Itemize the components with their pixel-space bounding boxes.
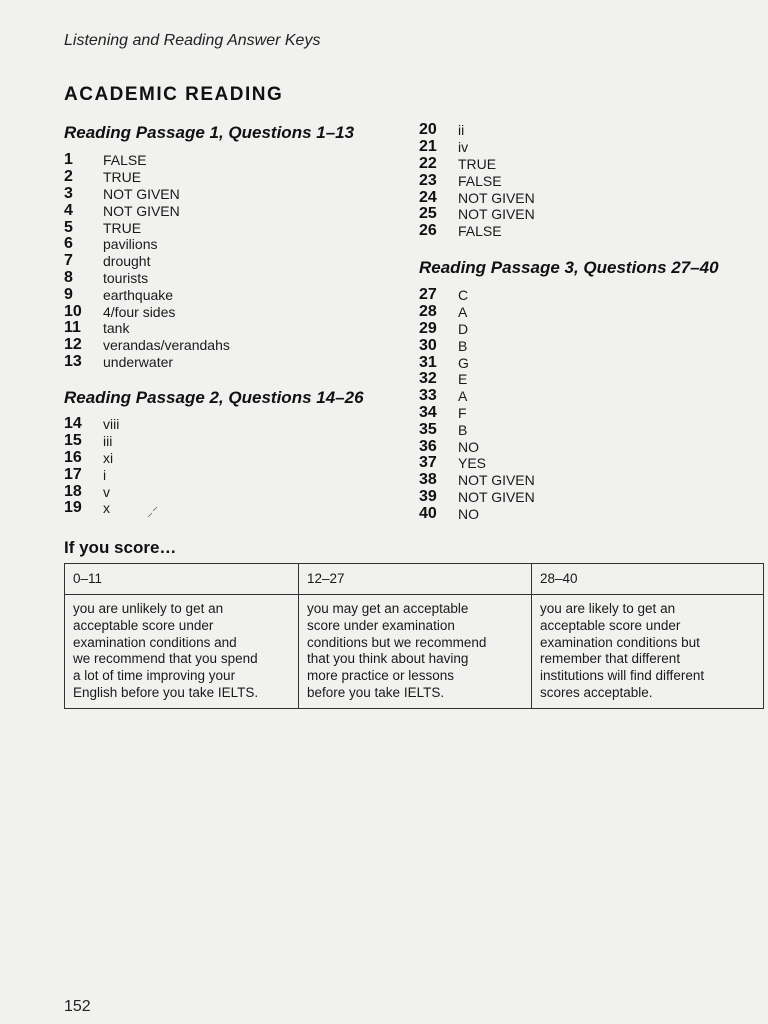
answer-text: NOT GIVEN <box>103 202 180 219</box>
answer-row <box>64 286 230 303</box>
answer-text: NOT GIVEN <box>458 206 535 223</box>
answer-row <box>419 189 535 206</box>
passage-3-title: Reading Passage 3, Questions 27–40 <box>419 258 719 277</box>
answer-row <box>419 287 535 304</box>
answer-row <box>419 388 535 405</box>
answer-row <box>419 156 535 173</box>
advice-line: you are likely to get an <box>540 601 676 616</box>
advice-line: institutions will find different <box>540 668 705 684</box>
answer-row <box>419 354 535 371</box>
answer-row <box>64 186 230 203</box>
advice-line: examination conditions and <box>73 634 237 650</box>
passage-2-answers-right <box>419 122 535 240</box>
answer-row <box>64 152 230 169</box>
answer-row <box>419 321 535 338</box>
answer-text: FALSE <box>458 172 502 189</box>
question-number: 40 <box>419 504 437 522</box>
answer-row <box>64 202 230 219</box>
answer-text: TRUE <box>103 169 142 186</box>
answer-row <box>64 416 119 433</box>
advice-high <box>532 595 764 709</box>
advice-line: scores acceptable. <box>540 684 653 700</box>
answer-text: FALSE <box>103 152 147 169</box>
question-number: 28 <box>419 303 437 321</box>
question-number: 31 <box>419 353 437 371</box>
question-number: 17 <box>64 465 82 483</box>
answer-text: F <box>458 404 467 421</box>
question-number: 24 <box>419 188 437 206</box>
score-range-mid: 12–27 <box>299 564 532 595</box>
answer-row <box>64 466 119 483</box>
advice-line: more practice or lessons <box>307 668 455 684</box>
answer-text: v <box>103 483 110 500</box>
advice-line: that you think about having <box>307 651 469 667</box>
advice-line: English before you take IELTS. <box>73 684 259 700</box>
answer-text: YES <box>458 455 487 472</box>
answer-row <box>419 455 535 472</box>
advice-low <box>65 595 299 709</box>
score-range-low: 0–11 <box>65 564 299 595</box>
question-number: 14 <box>64 415 82 433</box>
answer-row <box>64 450 119 467</box>
advice-line: a lot of time improving your <box>73 668 236 684</box>
answer-row <box>419 172 535 189</box>
question-number: 35 <box>419 420 437 438</box>
answer-text: NOT GIVEN <box>458 488 535 505</box>
question-number: 33 <box>419 387 437 405</box>
question-number: 12 <box>64 336 82 354</box>
answer-row <box>419 223 535 240</box>
advice-line: remember that different <box>540 651 681 667</box>
answer-text: E <box>458 371 468 388</box>
question-number: 16 <box>64 449 82 466</box>
question-number: 23 <box>419 171 437 189</box>
answer-row <box>419 438 535 455</box>
answer-row <box>64 354 230 371</box>
answer-text: xi <box>103 449 114 466</box>
passage-2-title: Reading Passage 2, Questions 14–26 <box>64 388 364 407</box>
advice-line: before you take IELTS. <box>307 684 445 700</box>
answer-text: 4/four sides <box>103 303 176 320</box>
answer-row <box>64 320 230 337</box>
question-number: 27 <box>419 286 437 304</box>
score-table-header-row <box>65 564 764 595</box>
answer-row <box>64 169 230 186</box>
advice-line: conditions but we recommend <box>307 634 487 650</box>
answer-row <box>419 122 535 139</box>
score-table <box>64 563 764 709</box>
question-number: 26 <box>419 222 437 240</box>
passage-3-answers <box>419 287 535 522</box>
score-table-advice-row <box>65 595 764 709</box>
question-number: 9 <box>64 285 73 303</box>
question-number: 6 <box>64 235 73 253</box>
question-number: 1 <box>64 151 73 169</box>
question-number: 22 <box>419 155 437 172</box>
answer-row <box>419 472 535 489</box>
answer-row <box>64 236 230 253</box>
answer-row <box>64 500 119 517</box>
answer-text: iv <box>458 139 469 156</box>
answer-row <box>419 489 535 506</box>
answer-text: A <box>458 304 468 321</box>
answer-text: iii <box>103 433 113 450</box>
answer-text: earthquake <box>103 286 174 303</box>
answer-text: tourists <box>103 269 149 286</box>
question-number: 29 <box>419 320 437 337</box>
answer-row <box>419 505 535 522</box>
advice-line: acceptable score under <box>540 617 681 633</box>
question-number: 34 <box>419 403 437 421</box>
question-number: 36 <box>419 437 437 455</box>
question-number: 21 <box>419 138 437 156</box>
advice-line: score under examination <box>307 617 455 633</box>
question-number: 5 <box>64 218 73 236</box>
answer-text: NOT GIVEN <box>458 189 535 206</box>
passage-1-answers <box>64 152 230 370</box>
answer-row <box>419 421 535 438</box>
answer-row <box>419 206 535 223</box>
question-number: 13 <box>64 352 82 370</box>
answer-text: verandas/verandahs <box>103 337 230 354</box>
score-heading: If you score… <box>64 538 177 557</box>
question-number: 20 <box>419 121 437 139</box>
passage-2-answers-left <box>64 416 119 517</box>
answer-text: D <box>458 320 469 337</box>
question-number: 3 <box>64 185 73 202</box>
answer-row <box>64 483 119 500</box>
pencil-mark <box>146 505 160 519</box>
advice-line: we recommend that you spend <box>73 651 258 667</box>
answer-row <box>64 433 119 450</box>
answer-row <box>64 270 230 287</box>
answer-row <box>419 304 535 321</box>
running-head: Listening and Reading Answer Keys <box>64 32 321 49</box>
answer-text: ii <box>458 122 465 139</box>
answer-text: underwater <box>103 353 174 370</box>
answer-text: G <box>458 354 469 371</box>
answer-row <box>64 337 230 354</box>
page-number: 152 <box>64 998 91 1015</box>
question-number: 32 <box>419 370 437 388</box>
answer-row <box>64 303 230 320</box>
advice-line: acceptable score under <box>73 617 214 633</box>
passage-1-title: Reading Passage 1, Questions 1–13 <box>64 123 355 142</box>
answer-row <box>419 139 535 156</box>
answer-text: A <box>458 388 468 405</box>
question-number: 25 <box>419 205 437 223</box>
answer-row <box>419 371 535 388</box>
answer-text: B <box>458 337 468 354</box>
question-number: 19 <box>64 499 82 517</box>
advice-mid <box>299 595 532 709</box>
answer-row <box>419 405 535 422</box>
answer-text: viii <box>103 416 120 433</box>
question-number: 4 <box>64 201 73 219</box>
question-number: 11 <box>64 319 81 337</box>
answer-row <box>64 253 230 270</box>
answer-text: B <box>458 421 468 438</box>
question-number: 7 <box>64 252 73 270</box>
question-number: 10 <box>64 302 82 320</box>
question-number: 2 <box>64 168 73 186</box>
answer-text: tank <box>103 320 130 337</box>
answer-text: x <box>103 500 110 517</box>
question-number: 38 <box>419 471 437 489</box>
answer-row <box>419 337 535 354</box>
answer-text: NOT GIVEN <box>103 185 180 202</box>
score-range-high: 28–40 <box>532 564 764 595</box>
answer-text: TRUE <box>103 219 142 236</box>
question-number: 37 <box>419 454 437 472</box>
advice-line: you are unlikely to get an <box>73 601 224 616</box>
answer-text: pavilions <box>103 236 158 253</box>
question-number: 39 <box>419 487 437 505</box>
section-title: ACADEMIC READING <box>64 84 284 105</box>
answer-text: C <box>458 287 469 304</box>
answer-text: NOT GIVEN <box>458 472 535 489</box>
answer-text: i <box>103 466 107 483</box>
answer-text: NO <box>458 438 479 455</box>
answer-text: NO <box>458 505 479 522</box>
question-number: 15 <box>64 432 82 450</box>
advice-line: you may get an acceptable <box>307 601 469 616</box>
question-number: 18 <box>64 482 82 500</box>
question-number: 8 <box>64 268 73 286</box>
answer-text: FALSE <box>458 223 502 240</box>
answer-text: drought <box>103 253 151 270</box>
answer-text: TRUE <box>458 155 497 172</box>
advice-line: examination conditions but <box>540 634 700 650</box>
question-number: 30 <box>419 336 437 354</box>
answer-row <box>64 219 230 236</box>
